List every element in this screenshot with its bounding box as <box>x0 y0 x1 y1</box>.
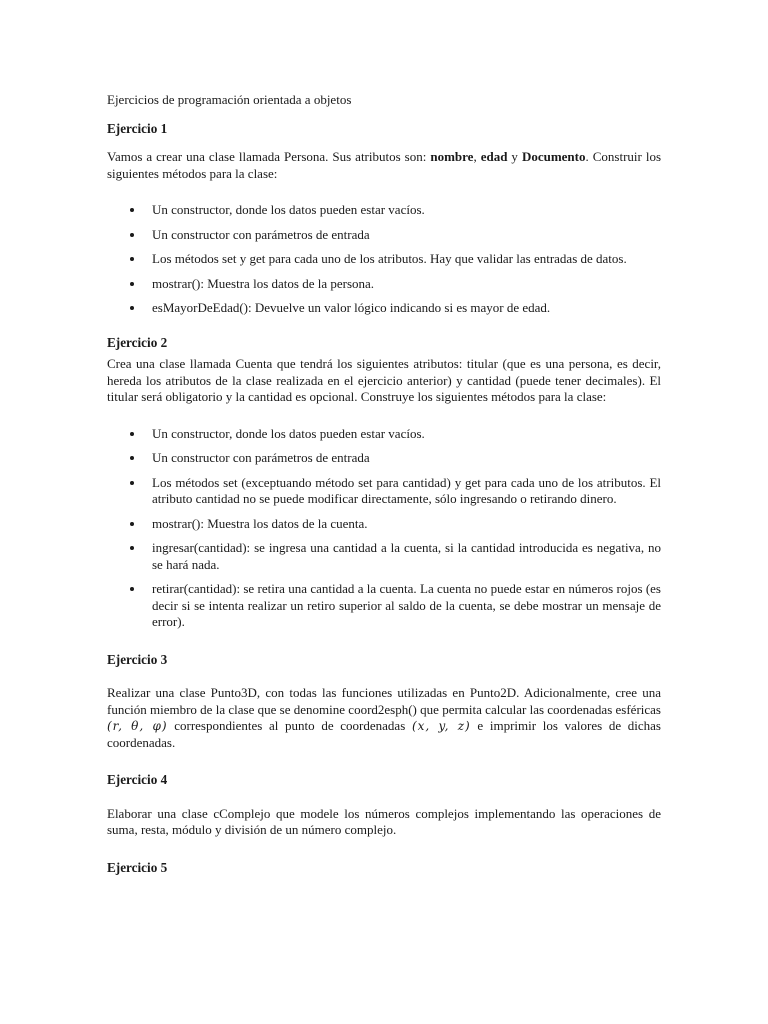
exercise-3-text-a: Realizar una clase Punto3D, con todas las funciones utilizadas en Punto2D. Adicionalmente, cree una función miembro de la clase que se denomine coord2esph() que permita calcular las coordenadas esféricas <box>107 685 661 717</box>
list-item: mostrar(): Muestra los datos de la persona. <box>107 276 661 293</box>
list-item: Los métodos set y get para cada uno de los atributos. Hay que validar las entradas de datos. <box>107 251 661 268</box>
list-item: retirar(cantidad): se retira una cantidad a la cuenta. La cuenta no puede estar en números rojos (es decir si se intenta realizar un retiro superior al saldo de la cuenta, se debe mostrar un mensaje de error). <box>107 581 661 631</box>
cartesian-coordinates-formula: (x, y, z) <box>411 719 471 733</box>
exercise-5-heading: Ejercicio 5 <box>107 859 168 875</box>
attribute-edad: edad <box>480 149 508 164</box>
exercise-1-method-list <box>107 202 661 317</box>
exercise-4-heading: Ejercicio 4 <box>107 772 168 787</box>
exercise-1-heading: Ejercicio 1 <box>107 120 168 136</box>
exercise-2-heading: Ejercicio 2 <box>107 334 168 350</box>
spherical-coordinates-formula: (r, θ, φ) <box>107 719 168 733</box>
document-page <box>107 92 661 876</box>
list-item: Un constructor, donde los datos pueden estar vacíos. <box>107 426 661 443</box>
exercise-2-method-list <box>107 426 661 631</box>
exercise-1-intro-text-1: Vamos a crear una clase llamada Persona. Sus atributos son: <box>107 149 431 164</box>
list-item: Los métodos set (exceptuando método set para cantidad) y get para cada uno de los atributos. El atributo cantidad no se puede modificar directamente, sólo ingresando o retirando dinero. <box>107 475 661 508</box>
exercise-5 <box>107 860 661 877</box>
exercise-4-text: Elaborar una clase cComplejo que modele los números complejos implementando las operaciones de suma, resta, módulo y división de un número complejo. <box>107 805 661 837</box>
exercise-1-intro-sep-1: , <box>473 149 481 164</box>
exercise-2-intro: Crea una clase llamada Cuenta que tendrá los siguientes atributos: titular (que es una persona, es decir, hereda los atributos de la clase realizada en el ejercicio anterior) y cantidad (puede tener decimales). El titular será obligatorio y la cantidad es opcional. Construye los siguientes métodos para la clase: <box>107 356 661 404</box>
exercise-3-heading: Ejercicio 3 <box>107 651 168 667</box>
exercise-3-text-c: e imprimir los valores de dichas coordenadas. <box>107 718 661 750</box>
list-item: esMayorDeEdad(): Devuelve un valor lógico indicando si es mayor de edad. <box>107 300 661 317</box>
document-title: Ejercicios de programación orientada a objetos <box>107 92 352 107</box>
attribute-documento: Documento <box>521 149 586 164</box>
list-item: Un constructor, donde los datos pueden estar vacíos. <box>107 202 661 219</box>
exercise-1-intro-text-2: . Construir los siguientes métodos para la clase: <box>107 149 662 181</box>
exercise-3-text <box>107 685 661 751</box>
exercise-4 <box>107 772 661 839</box>
exercise-1-intro <box>107 149 661 182</box>
exercise-1 <box>107 121 661 317</box>
exercise-2 <box>107 335 661 631</box>
exercise-1-intro-sep-2: y <box>507 149 522 164</box>
attribute-nombre: nombre <box>430 149 474 164</box>
list-item: ingresar(cantidad): se ingresa una cantidad a la cuenta, si la cantidad introducida es negativa, no se hará nada. <box>107 540 661 573</box>
exercise-3 <box>107 652 661 752</box>
list-item: Un constructor con parámetros de entrada <box>107 450 661 467</box>
exercise-3-text-b: correspondientes al punto de coordenadas <box>167 718 412 733</box>
list-item: Un constructor con parámetros de entrada <box>107 227 661 244</box>
list-item: mostrar(): Muestra los datos de la cuenta. <box>107 516 661 533</box>
